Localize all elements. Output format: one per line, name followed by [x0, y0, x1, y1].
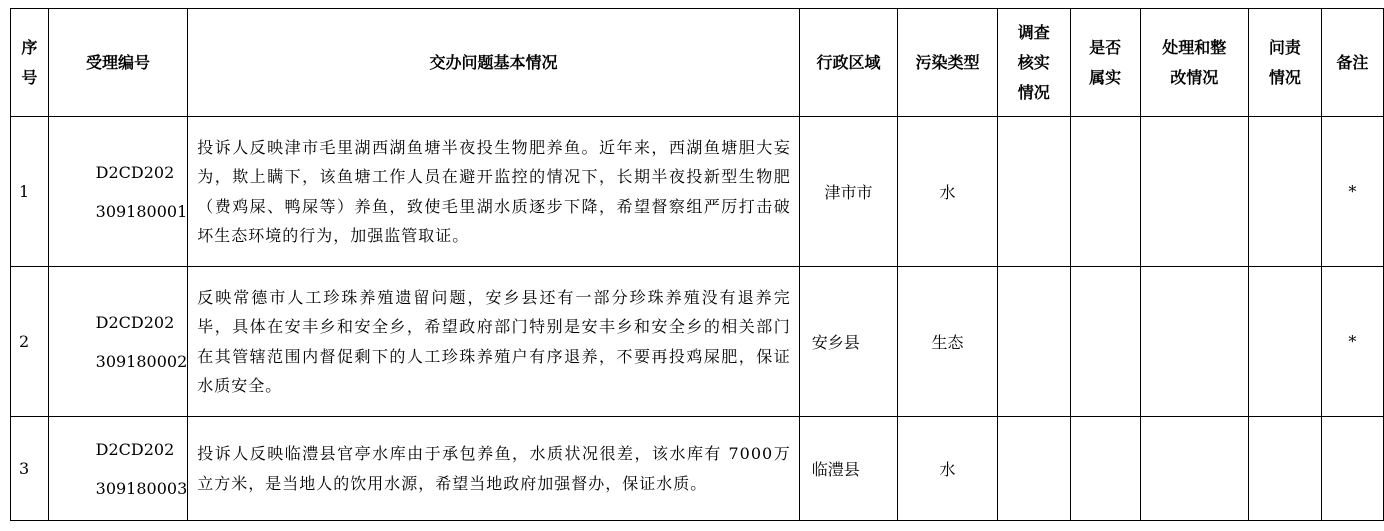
row-verification: [997, 417, 1070, 521]
row-region: 安乡县: [799, 267, 898, 417]
row-description: 反映常德市人工珍珠养殖遗留问题，安乡县还有一部分珍珠养殖没有退养完毕，具体在安丰乡和安全乡，希望政府部门特别是安丰乡和安全乡的相关部门在其管辖范围内督促剩下的人工珍珠养殖户有序退养，不要再投鸡屎肥，保证水质安全。: [188, 267, 799, 417]
row-verification: [997, 117, 1070, 267]
row-case-no: D2CD202 309180003: [48, 417, 188, 521]
row-remarks: [1321, 417, 1383, 521]
row-seq: 1: [11, 117, 49, 267]
table-row: [11, 267, 1384, 417]
row-is-true: [1070, 417, 1140, 521]
header-accountability: 问责 情况: [1248, 9, 1321, 117]
row-is-true: [1070, 117, 1140, 267]
row-seq: 2: [11, 267, 49, 417]
header-seq: 序 号: [11, 9, 49, 117]
header-pollution-type: 污染类型: [898, 9, 997, 117]
row-is-true: [1070, 267, 1140, 417]
table-row: [11, 417, 1384, 521]
row-remarks: *: [1321, 117, 1383, 267]
header-verification: 调查 核实 情况: [997, 9, 1070, 117]
row-region: 津市市: [799, 117, 898, 267]
row-description: 投诉人反映临澧县官亭水库由于承包养鱼，水质状况很差，该水库有 7000万立方米，是当地人的饮用水源，希望当地政府加强督办，保证水质。: [188, 417, 799, 521]
row-accountability: [1248, 117, 1321, 267]
row-region: 临澧县: [799, 417, 898, 521]
header-row: [11, 9, 1384, 117]
row-pollution-type: 生态: [898, 267, 997, 417]
row-accountability: [1248, 417, 1321, 521]
row-verification: [997, 267, 1070, 417]
row-accountability: [1248, 267, 1321, 417]
header-is-true: 是否 属实: [1070, 9, 1140, 117]
row-description: 投诉人反映津市毛里湖西湖鱼塘半夜投生物肥养鱼。近年来，西湖鱼塘胆大妄为，欺上瞒下，该鱼塘工作人员在避开监控的情况下，长期半夜投新型生物肥（费鸡屎、鸭屎等）养鱼，致使毛里湖水质逐步下降，希望督察组严厉打击破坏生态环境的行为，加强监管取证。: [188, 117, 799, 267]
row-rectification: [1140, 417, 1248, 521]
complaint-table: [10, 8, 1384, 521]
row-case-no: D2CD202 309180002: [48, 267, 188, 417]
row-pollution-type: 水: [898, 117, 997, 267]
row-case-no: D2CD202 309180001: [48, 117, 188, 267]
row-remarks: *: [1321, 267, 1383, 417]
table-row: [11, 117, 1384, 267]
row-rectification: [1140, 117, 1248, 267]
row-pollution-type: 水: [898, 417, 997, 521]
header-remarks: 备注: [1321, 9, 1383, 117]
header-description: 交办问题基本情况: [188, 9, 799, 117]
row-seq: 3: [11, 417, 49, 521]
row-rectification: [1140, 267, 1248, 417]
header-case-no: 受理编号: [48, 9, 188, 117]
header-region: 行政区域: [799, 9, 898, 117]
header-rectification: 处理和整 改情况: [1140, 9, 1248, 117]
